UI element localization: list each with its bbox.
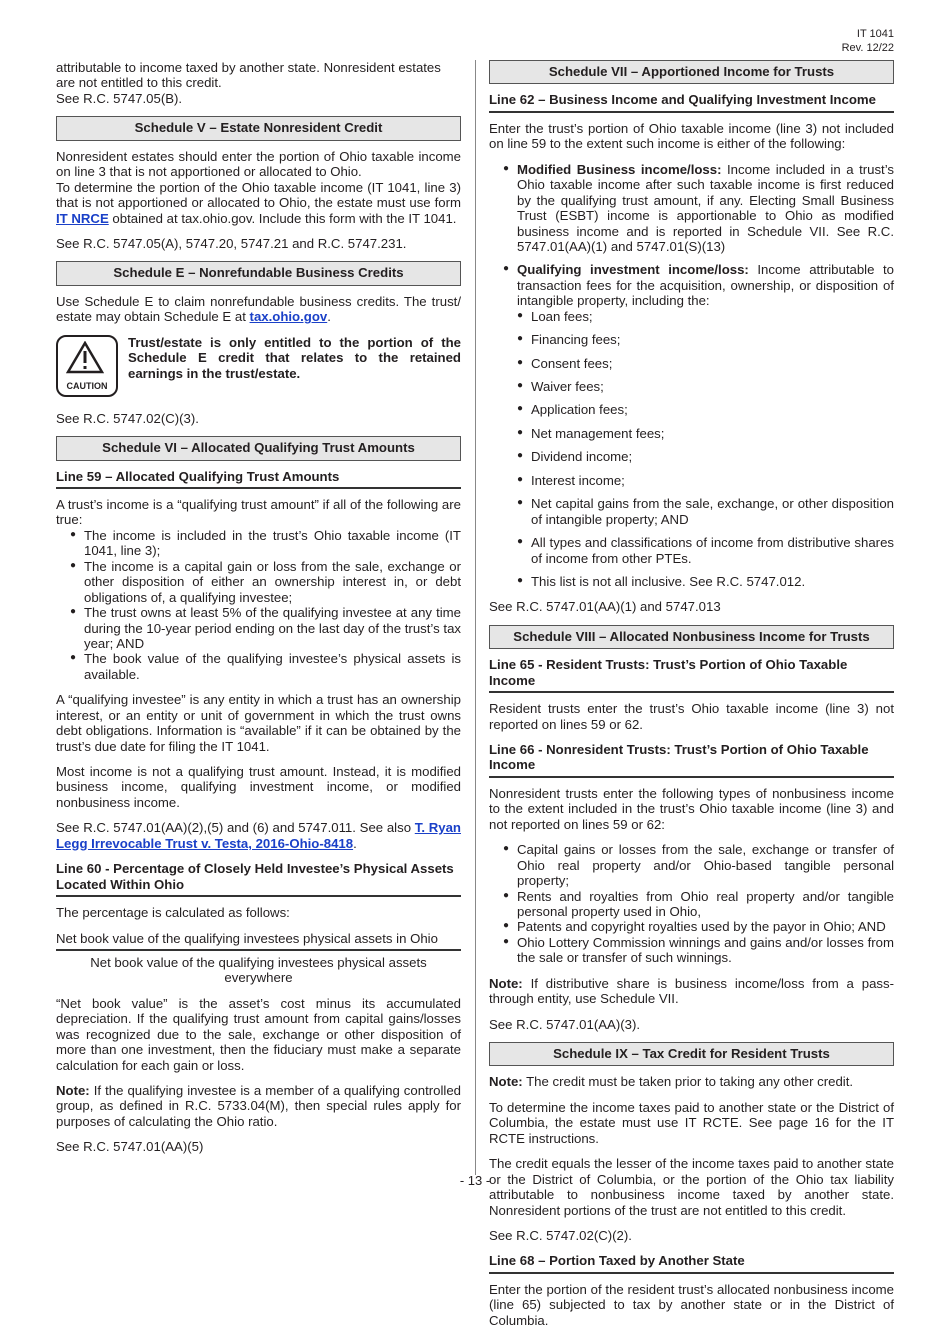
schedule-e-ref: See R.C. 5747.02(C)(3). xyxy=(56,410,199,426)
schedule-v-p2: To determine the portion of the Ohio taxable income (IT 1041, line 3) that is not apportioned or allocated to Ohio, the estate must use form IT NRCE obtained at tax.ohio.gov. Include this form with the IT 1041. xyxy=(56,179,461,226)
right-column xyxy=(489,60,894,1338)
schedule-vi-p3: Most income is not a qualifying trust amount. Instead, it is modified business income, qualifying investment income, or modified nonbusiness income. xyxy=(56,764,461,810)
schedule-vii-p1: Enter the trust’s portion of Ohio taxable income (line 3) not included on line 59 to the extent such income is either of the following: xyxy=(489,120,894,152)
list-item: ● Qualifying investment income/loss: Income attributable to transaction fees for the acquisition, ownership, or disposition of intangible property, including the: ● Loan fees; ● Financing fees; ● Consent fees; ● Waiver fees; ● Application fees; ● Net management fees; ● Dividend income; ● Interest income; ● Net capital gains from the sale, exchange, or other disposition of intangible property; AND ● All types and classifications of income from distributive shares of income from other PTEs. ● This list is not all inclusive. See R.C. 5747.012. xyxy=(503,262,894,589)
schedule-v-title: Schedule V – Estate Nonresident Credit xyxy=(56,116,461,140)
caution-box xyxy=(56,335,461,397)
list-item: ● This list is not all inclusive. See R.C. 5747.012. xyxy=(517,574,894,589)
schedule-e-title: Schedule E – Nonrefundable Business Credits xyxy=(56,261,461,285)
list-item: ● Capital gains or losses from the sale, exchange or transfer of Ohio real property and/or Ohio-based tangible personal property; xyxy=(503,842,894,888)
schedule-vi-p5: “Net book value” is the asset’s cost minus its accumulated depreciation. If the qualifying trust amount from capital gains/losses was recognized due to the sale, exchange or other disposition of more than one investment, then the fiduciary must make a separate calculation for each gain or loss. xyxy=(56,995,461,1073)
list-item: ● Financing fees; xyxy=(517,332,894,347)
schedule-e-p1: Use Schedule E to claim nonrefundable business credits. The trust/ estate may obtain Schedule E at tax.ohio.gov. xyxy=(56,293,461,325)
tax-ohio-gov-link[interactable]: tax.ohio.gov xyxy=(249,309,328,325)
schedule-viii-note: Note: If distributive share is business income/loss from a pass-through entity, use Schedule VII. xyxy=(489,975,894,1007)
column-divider xyxy=(475,60,476,1175)
schedule-vi-p4: The percentage is calculated as follows: xyxy=(56,905,290,921)
list-item: ● Net capital gains from the sale, exchange, or other disposition of intangible property; AND xyxy=(517,496,894,527)
nonbusiness-income-list xyxy=(503,842,894,966)
list-item: ● Net management fees; xyxy=(517,426,894,441)
list-item: ● Rents and royalties from Ohio real property and/or tangible personal property used in Ohio, xyxy=(503,889,894,920)
page-header xyxy=(842,28,894,56)
list-item: ● Dividend income; xyxy=(517,449,894,464)
it-nrce-link[interactable]: IT NRCE xyxy=(56,210,109,226)
caution-label: CAUTION xyxy=(66,381,108,392)
list-item: ● Consent fees; xyxy=(517,356,894,371)
list-item: ● All types and classifications of income from distributive shares of income from other PTEs. xyxy=(517,535,894,566)
schedule-ix-title: Schedule IX – Tax Credit for Resident Trusts xyxy=(489,1042,894,1066)
line-62-heading: Line 62 – Business Income and Qualifying Investment Income xyxy=(489,92,894,112)
line-59-heading: Line 59 – Allocated Qualifying Trust Amounts xyxy=(56,469,461,489)
schedule-vi-title: Schedule VI – Allocated Qualifying Trust Amounts xyxy=(56,436,461,460)
schedule-ix-p3: Enter the portion of the resident trust’s allocated nonbusiness income (line 65) subjected to tax by another state or in the District of Columbia. xyxy=(489,1281,894,1328)
list-item: ● The income is a capital gain or loss from the sale, exchange or other disposition of either an ownership interest in, or debt obligations of, a qualifying investee; xyxy=(70,559,461,605)
intro-ref: See R.C. 5747.05(B). xyxy=(56,90,183,106)
schedule-viii-p1: Resident trusts enter the trust’s Ohio taxable income (line 3) not reported on lines 59 or 62. xyxy=(489,701,894,732)
list-item: ● Application fees; xyxy=(517,402,894,417)
fraction-denominator: Net book value of the qualifying investees physical assets everywhere xyxy=(90,954,427,986)
list-item: ● The book value of the qualifying investee’s physical assets is available. xyxy=(70,651,461,682)
list-item: ● Patents and copyright royalties used by the payor in Ohio; AND xyxy=(503,919,894,934)
page-number: - 13 - xyxy=(459,1173,491,1188)
schedule-viii-ref: See R.C. 5747.01(AA)(3). xyxy=(489,1016,640,1032)
list-item: ● Waiver fees; xyxy=(517,379,894,394)
line-60-heading: Line 60 - Percentage of Closely Held Investee’s Physical Assets Located Within Ohio xyxy=(56,861,461,897)
intro-text: attributable to income taxed by another state. Nonresident estates are not entitled to this credit. xyxy=(56,60,441,91)
schedule-vi-ref2: See R.C. 5747.01(AA)(5) xyxy=(56,1139,204,1155)
fees-list xyxy=(517,309,894,590)
schedule-vii-title: Schedule VII – Apportioned Income for Trusts xyxy=(489,60,894,84)
schedule-ix-p1: To determine the income taxes paid to another state or the District of Columbia, the estate must use IT RCTE. See page 16 for the IT RCTE instructions. xyxy=(489,1099,894,1146)
list-item: ● The income is included in the trust’s Ohio taxable income (IT 1041, line 3); xyxy=(70,528,461,559)
schedule-vi-note: Note: If the qualifying investee is a member of a qualifying controlled group, as defined in R.C. 5733.04(M), then special rules apply for purposes of calculating the Ohio ratio. xyxy=(56,1083,461,1129)
schedule-ix-p2: The credit equals the lesser of the income taxes paid to another state or the District of Columbia, or the portion of the Ohio tax liability attributable to nonbusiness income taxed by another state. Nonresident portions of the trust are not entitled to this credit. xyxy=(489,1156,894,1218)
list-item: ● Ohio Lottery Commission winnings and gains and/or losses from the sale or transfer of such winnings. xyxy=(503,935,894,966)
line-68-heading: Line 68 – Portion Taxed by Another State xyxy=(489,1253,894,1273)
schedule-vii-ref: See R.C. 5747.01(AA)(1) and 5747.013 xyxy=(489,599,721,615)
schedule-ix-ref: See R.C. 5747.02(C)(2). xyxy=(489,1227,632,1243)
list-item: ● Modified Business income/loss: Income included in a trust’s Ohio taxable income after such taxable income is first reduced by the qualifying trust amount, if any. Electing Small Business Trust (ESBT) income is apportionable to Ohio as modified business income and is reported in Schedule VII. See R.C. 5747.01(AA)(1) and 5747.01(S)(13) xyxy=(503,162,894,255)
caution-icon xyxy=(56,335,118,397)
list-item: ● Interest income; xyxy=(517,473,894,488)
schedule-vi-p1: A trust’s income is a “qualifying trust amount” if all of the following are true: xyxy=(56,497,461,528)
schedule-v-ref: See R.C. 5747.05(A), 5747.20, 5747.21 and R.C. 5747.231. xyxy=(56,235,407,251)
schedule-vi-p2: A “qualifying investee” is any entity in which a trust has an ownership interest, or an entity or unit of government in which the trust owns debt obligations. Information is “available” if it can be obtained by the trust’s due date for filing the IT 1041. xyxy=(56,692,461,754)
caution-text: Trust/estate is only entitled to the portion of the Schedule E credit that relates to the retained earnings in the trust/estate. xyxy=(128,334,461,381)
list-item: ● The trust owns at least 5% of the qualifying investee at any time during the 10-year period ending on the last day of the trust’s tax year; AND xyxy=(70,605,461,651)
schedule-ix-note: Note: The credit must be taken prior to taking any other credit. xyxy=(489,1074,854,1090)
schedule-vi-ref: See R.C. 5747.01(AA)(2),(5) and (6) and 5747.011. See also T. Ryan Legg Irrevocable Trust v. Testa, 2016-Ohio-8418. xyxy=(56,820,461,851)
schedule-v-p1: Nonresident estates should enter the portion of Ohio taxable income on line 3 that is not apportioned or allocated to Ohio. xyxy=(56,148,461,180)
legg-trust-case-link[interactable]: T. Ryan Legg Irrevocable Trust v. Testa, 2016-Ohio-8418 xyxy=(56,820,461,851)
line-65-heading: Line 65 - Resident Trusts: Trust’s Portion of Ohio Taxable Income xyxy=(489,657,894,693)
schedule-viii-title: Schedule VIII – Allocated Nonbusiness Income for Trusts xyxy=(489,625,894,649)
form-number: IT 1041 xyxy=(856,28,894,40)
qualifying-conditions-list xyxy=(70,528,461,682)
line-66-heading: Line 66 - Nonresident Trusts: Trust’s Portion of Ohio Taxable Income xyxy=(489,742,894,778)
revision-date: Rev. 12/22 xyxy=(841,41,894,54)
schedule-viii-p2: Nonresident trusts enter the following types of nonbusiness income to the extent included in the trust’s Ohio taxable income (line 3) and not reported on lines 59 or 62: xyxy=(489,785,894,832)
list-item: ● Loan fees; xyxy=(517,309,894,324)
fraction-numerator: Net book value of the qualifying investees physical assets in Ohio xyxy=(56,931,461,951)
income-types-list xyxy=(503,162,894,590)
left-column xyxy=(56,60,461,1165)
